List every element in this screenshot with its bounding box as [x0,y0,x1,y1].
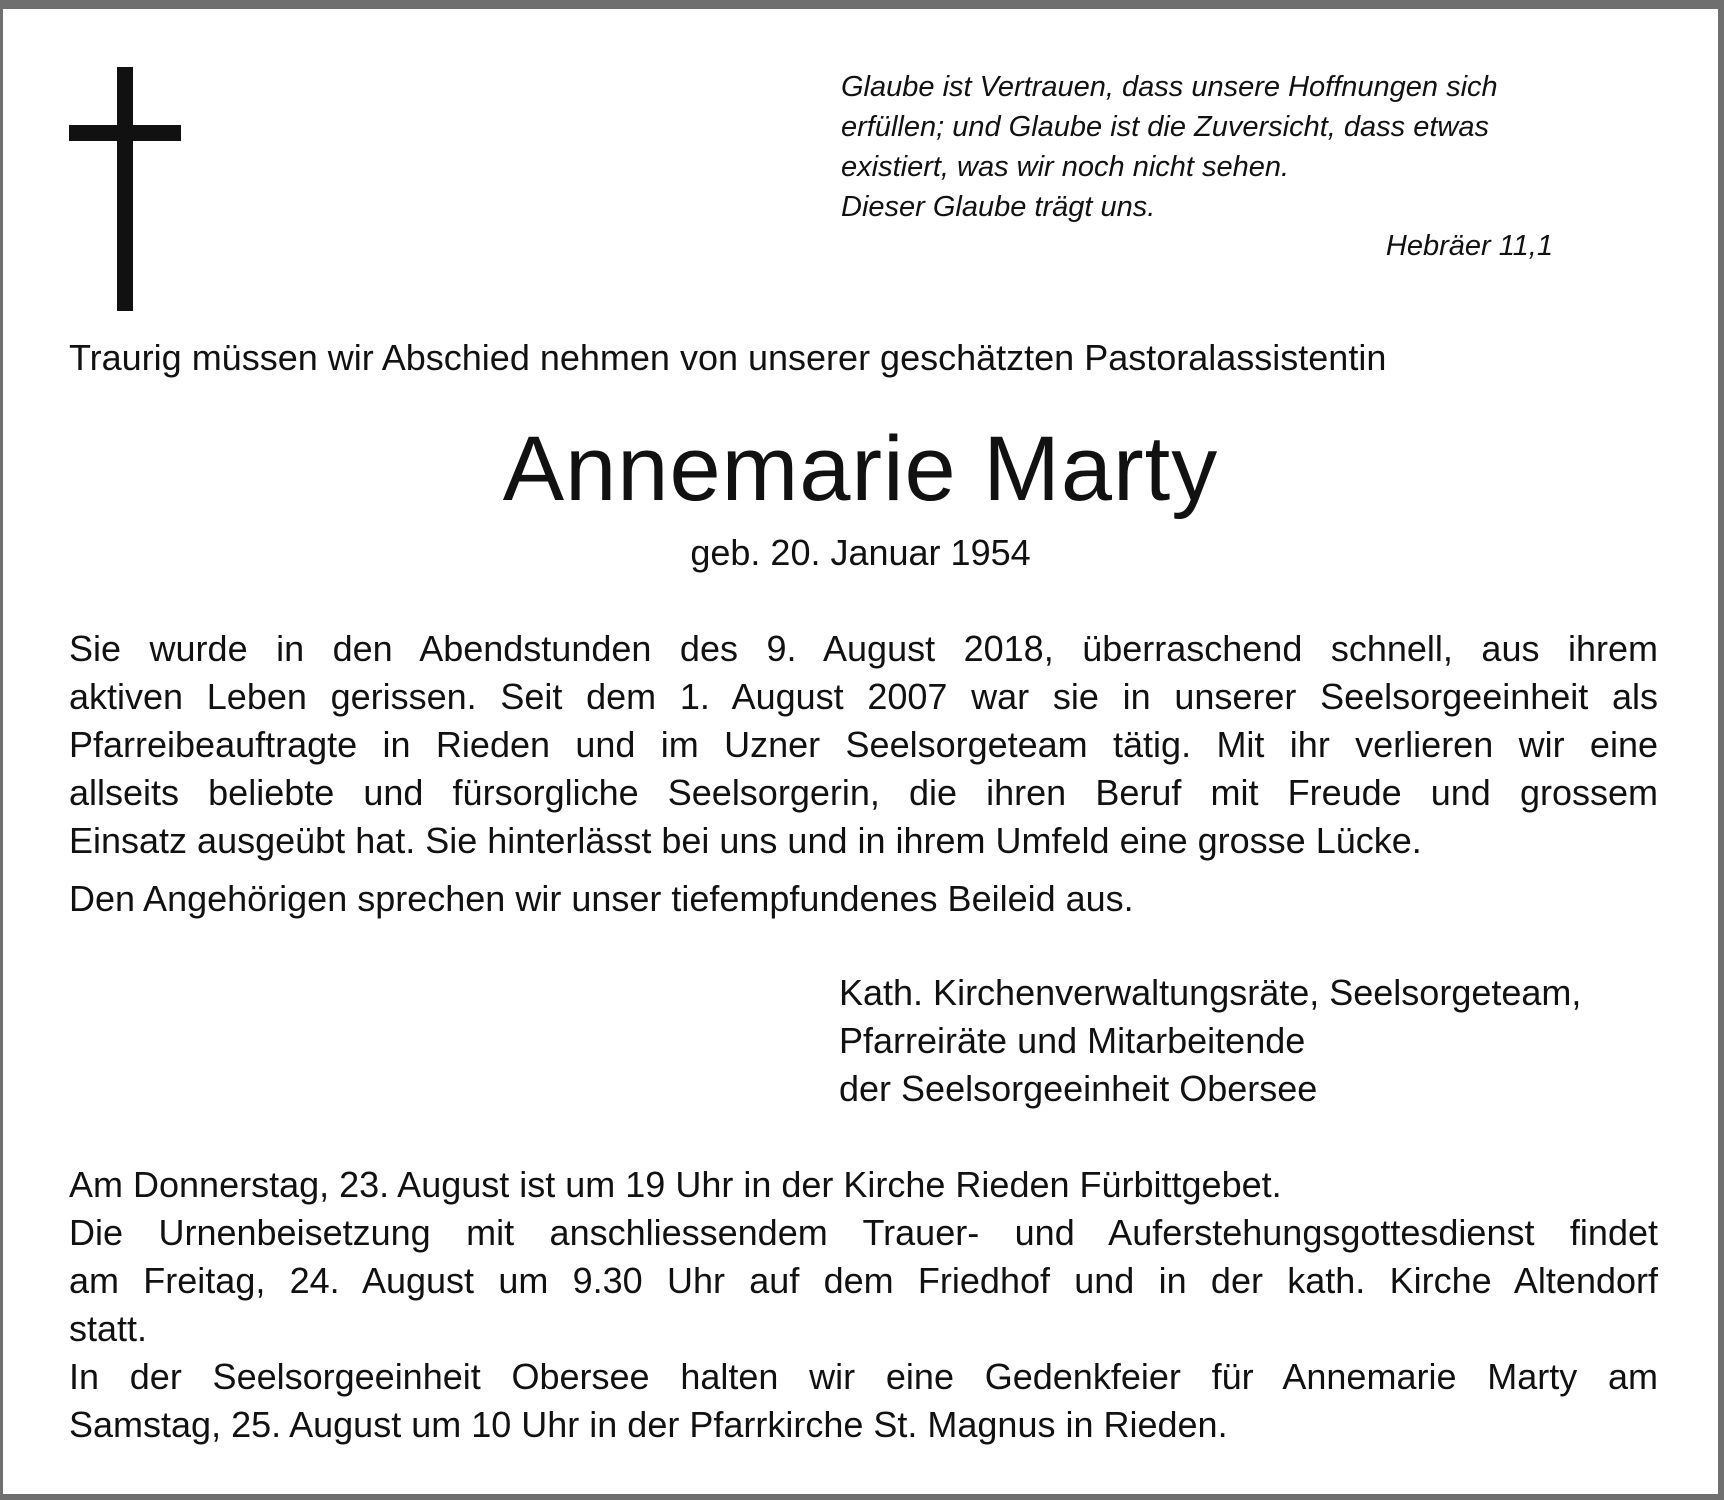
condolence-text [69,875,1658,923]
body-line: Pfarreibeauftragte in Rieden und im Uzner Seelsorgeteam tätig. Mit ihr verlieren wir eine [69,724,1658,765]
services-line: Die Urnenbeisetzung mit anschliessendem Trauer- und Auferstehungsgottesdienst findet [69,1212,1658,1253]
body-line: Sie wurde in den Abendstunden des 9. August 2018, überraschend schnell, aus ihrem [69,628,1658,669]
cross-icon [69,67,181,311]
verse-line: erfüllen; und Glaube ist die Zuversicht, dass etwas [841,111,1489,143]
services-line: In der Seelsorgeeinheit Obersee halten wir eine Gedenkfeier für Annemarie Marty am [69,1356,1658,1397]
services-line: Am Donnerstag, 23. August ist um 19 Uhr in der Kirche Rieden Fürbittgebet. [69,1164,1282,1205]
obituary-notice [3,9,1718,1494]
verse-reference: Hebräer 11,1 [1385,230,1553,262]
deceased-name: Annemarie Marty [502,418,1219,520]
condolence-line: Den Angehörigen sprechen wir unser tiefempfundenes Beileid aus. [69,878,1134,919]
services-paragraph [69,1161,1658,1449]
signature-line: Pfarreiräte und Mitarbeitende [839,1020,1306,1061]
verse-line: Dieser Glaube trägt uns. [841,191,1156,223]
verse-line: Glaube ist Vertrauen, dass unsere Hoffnungen sich [841,71,1498,103]
body-line: allseits beliebte und fürsorgliche Seelsorgerin, die ihren Beruf mit Freude und grossem [69,772,1658,813]
verse-line: existiert, was wir noch nicht sehen. [841,151,1290,183]
signature-line: der Seelsorgeeinheit Obersee [839,1068,1318,1109]
services-line: statt. [69,1308,148,1349]
birth-date: geb. 20. Januar 1954 [690,532,1031,573]
body-line: aktiven Leben gerissen. Seit dem 1. August 2007 war sie in unserer Seelsorgeeinheit als [69,676,1658,717]
signature-block [839,969,1659,1113]
services-line: Samstag, 25. August um 10 Uhr in der Pfarrkirche St. Magnus in Rieden. [69,1404,1228,1445]
services-line: am Freitag, 24. August um 9.30 Uhr auf dem Friedhof und in der kath. Kirche Altendorf [69,1260,1658,1301]
bible-verse [841,67,1571,227]
body-paragraph [69,625,1658,865]
signature-line: Kath. Kirchenverwaltungsräte, Seelsorgeteam, [839,972,1582,1013]
intro-text: Traurig müssen wir Abschied nehmen von unserer geschätzten Pastoralassistentin [69,337,1387,378]
body-line: Einsatz ausgeübt hat. Sie hinterlässt bei uns und in ihrem Umfeld eine grosse Lücke. [69,820,1422,861]
